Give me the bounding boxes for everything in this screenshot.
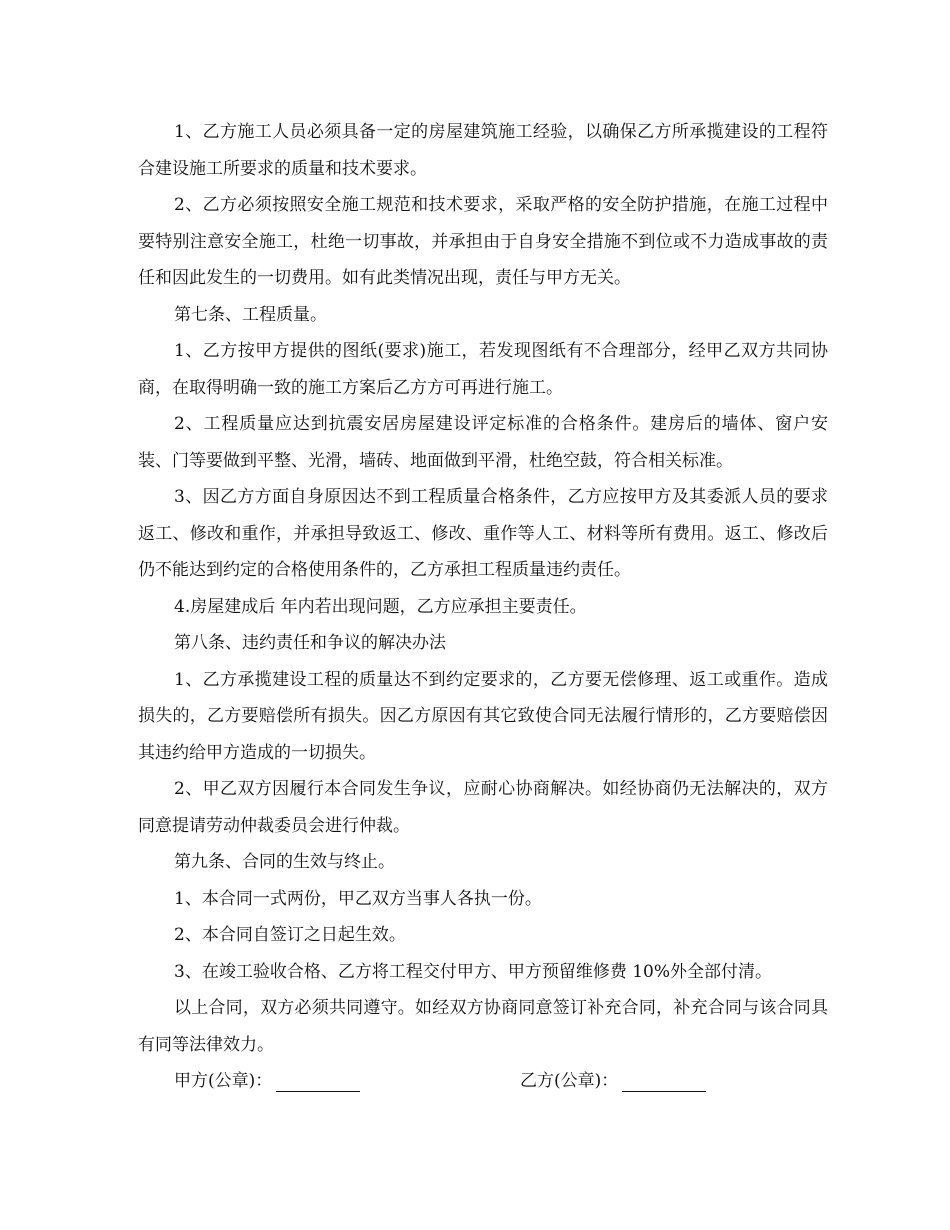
signature-row <box>138 1063 828 1100</box>
party-a-label: 甲方(公章)： <box>174 1071 273 1091</box>
party-b-label: 乙方(公章)： <box>520 1071 619 1091</box>
paragraph-5: 3、因乙方方面自身原因达不到工程质量合格条件，乙方应按甲方及其委派人员的要求返工、修改和重作，并承担导致返工、修改、重作等人工、材料等所有费用。返工、修改后仍不能达到约定的合格使用条件的，乙方承担工程质量违约责任。 <box>138 487 828 580</box>
paragraph-10: 2、本合同自签订之日起生效。 <box>174 925 406 945</box>
paragraph-12: 以上合同，双方必须共同遵守。如经双方协商同意签订补充合同，补充合同与该合同具有同等法律效力。 <box>138 998 828 1055</box>
section-heading-9: 第九条、合同的生效与终止。 <box>174 852 395 872</box>
paragraph-2: 2、乙方必须按照安全施工规范和技术要求，采取严格的安全防护措施，在施工过程中要特别注意安全施工，杜绝一切事故，并承担由于自身安全措施不到位或不力造成事故的责任和因此发生的一切费用。如有此类情况出现，责任与甲方无关。 <box>138 195 828 288</box>
paragraph-1: 1、乙方施工人员必须具备一定的房屋建筑施工经验，以确保乙方所承揽建设的工程符合建设施工所要求的质量和技术要求。 <box>138 122 828 179</box>
paragraph-9: 1、本合同一式两份，甲乙双方当事人各执一份。 <box>174 888 542 909</box>
party-a-signature <box>174 1063 360 1100</box>
section-heading-7: 第七条、工程质量。 <box>174 304 327 325</box>
paragraph-6: 4.房屋建成后 年内若出现问题，乙方应承担主要责任。 <box>174 596 587 617</box>
party-a-signature-line <box>276 1069 360 1092</box>
paragraph-7: 1、乙方承揽建设工程的质量达不到约定要求的，乙方要无偿修理、返工或重作。造成损失的，乙方要赔偿所有损失。因乙方原因有其它致使合同无法履行情形的，乙方要赔偿因其违约给甲方造成的一切损失。 <box>138 669 828 763</box>
contract-body <box>138 114 828 1100</box>
section-heading-8: 第八条、违约责任和争议的解决办法 <box>174 633 446 653</box>
paragraph-4: 2、工程质量应达到抗震安居房屋建设评定标准的合格条件。建房后的墙体、窗户安装、门等要做到平整、光滑，墙砖、地面做到平滑，杜绝空鼓，符合相关标准。 <box>138 414 828 471</box>
paragraph-3: 1、乙方按甲方提供的图纸(要求)施工，若发现图纸有不合理部分，经甲乙双方共同协商，在取得明确一致的施工方案后乙方方可再进行施工。 <box>138 341 828 398</box>
paragraph-11: 3、在竣工验收合格、乙方将工程交付甲方、甲方预留维修费 10%外全部付清。 <box>174 961 773 982</box>
party-b-signature-line <box>622 1069 706 1092</box>
paragraph-8: 2、甲乙双方因履行本合同发生争议，应耐心协商解决。如经协商仍无法解决的，双方同意提请劳动仲裁委员会进行仲裁。 <box>138 779 828 836</box>
party-b-signature <box>520 1063 706 1100</box>
